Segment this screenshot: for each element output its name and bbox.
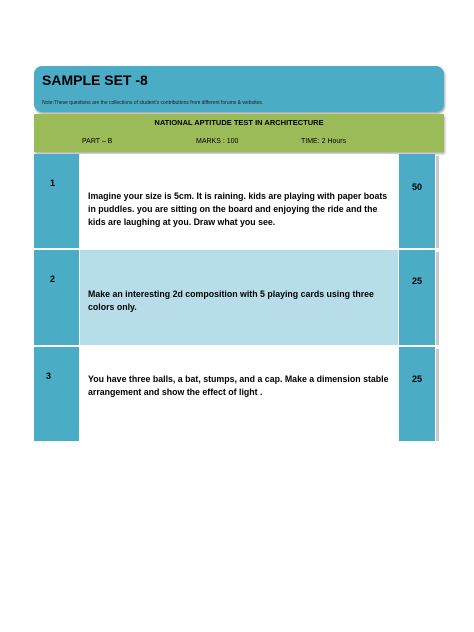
question-row bbox=[34, 347, 444, 441]
question-row bbox=[34, 154, 444, 248]
cell-shadow bbox=[436, 252, 439, 345]
exam-marks: MARKS : 100 bbox=[196, 138, 239, 145]
question-text: You have three balls, a bat, stumps, and a cap. Make a dimension stable arrangement and show the effect of light . bbox=[88, 374, 389, 397]
question-marks-cell bbox=[399, 250, 435, 345]
question-text-cell bbox=[80, 250, 398, 345]
question-text-cell bbox=[80, 154, 398, 248]
exam-info-band bbox=[34, 114, 444, 152]
question-text-cell bbox=[80, 347, 398, 441]
exam-title: NATIONAL APTITUDE TEST IN ARCHITECTURE bbox=[154, 118, 324, 127]
question-marks-cell bbox=[399, 347, 435, 441]
question-number-cell bbox=[34, 347, 79, 441]
cell-shadow bbox=[436, 156, 439, 248]
page-title: SAMPLE SET -8 bbox=[42, 72, 148, 88]
question-marks: 25 bbox=[411, 276, 422, 286]
cell-shadow bbox=[436, 349, 439, 441]
question-text: Make an interesting 2d composition with 5 playing cards using three colors only. bbox=[88, 289, 374, 312]
question-marks: 50 bbox=[411, 182, 422, 192]
exam-part: PART – B bbox=[82, 138, 113, 145]
exam-time: TIME: 2 Hours bbox=[301, 138, 347, 145]
question-number: 2 bbox=[50, 274, 56, 284]
source-note: Note:These questions are the collections of student's contributions from different forums & websites. bbox=[42, 100, 264, 106]
question-marks: 25 bbox=[411, 374, 422, 384]
question-number-cell bbox=[34, 154, 79, 248]
question-row bbox=[34, 250, 444, 345]
question-text: Imagine your size is 5cm. It is raining. kids are playing with paper boats in puddles. you are sitting on the board and enjoying the ride and the kids are laughing at you. Draw what you see. bbox=[88, 191, 388, 227]
question-number: 3 bbox=[46, 371, 52, 381]
question-number-cell bbox=[34, 250, 79, 345]
question-marks-cell bbox=[399, 154, 435, 248]
title-box bbox=[34, 66, 444, 112]
question-number: 1 bbox=[50, 178, 56, 188]
